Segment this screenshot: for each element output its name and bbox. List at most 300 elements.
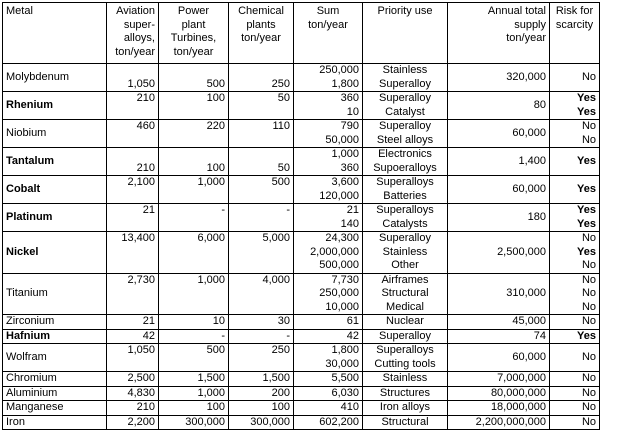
power-cell [159,315,229,330]
sum-cell [294,204,363,232]
metal-name: Iron [6,415,25,428]
supply-cell [448,315,550,330]
header-aviation-line: Aviation [116,5,155,17]
header-priority [363,3,448,64]
power-cell [159,401,229,416]
supply-cell [448,415,550,430]
supply-value: 45,000 [512,315,546,327]
priority-use-value: Supoeralloys [373,161,437,174]
risk-value: Yes [577,245,596,258]
risk-cell [550,204,600,232]
aviation-cell [107,92,159,120]
risk-value: No [581,133,596,146]
metal-name: Rhenium [6,98,54,111]
power-value: 100 [206,92,225,104]
priority-use-value: Batteries [383,189,427,202]
metal-name: Niobium [6,126,47,139]
supply-value: 180 [527,210,546,223]
priority-use-value: Stainless [382,64,428,76]
chemical-value: 100 [271,401,290,413]
priority-use-cell [363,401,448,416]
risk-cell [550,315,600,330]
sum-value: 21 [346,204,359,216]
sum-cell [294,315,363,330]
chemical-cell [229,120,294,148]
table-row [3,273,600,315]
chemical-value: 30 [277,315,290,327]
metal-name: Tantalum [6,154,55,167]
metal-cell [3,64,107,92]
metal-name: Chromium [6,372,57,384]
sum-value: 61 [346,315,359,327]
chemical-cell [229,176,294,204]
metal-cell [3,386,107,401]
supply-cell [448,64,550,92]
table-row [3,148,600,176]
risk-cell [550,415,600,430]
aviation-value: 460 [136,120,155,132]
risk-value: Yes [577,182,596,195]
sum-value: 360 [340,92,359,104]
supply-cell [448,176,550,204]
priority-use-cell [363,273,448,315]
sum-cell [294,415,363,430]
power-value: 100 [206,161,225,174]
risk-value: Yes [577,217,596,230]
table-row [3,315,600,330]
sum-value: 360 [340,161,359,174]
sum-cell [294,401,363,416]
power-value: 1,000 [197,176,225,188]
metal-cell [3,273,107,315]
priority-use-value: Superalloy [379,120,431,132]
priority-use-cell [363,344,448,372]
chemical-cell [229,415,294,430]
power-cell [159,273,229,315]
header-supply [448,3,550,64]
sum-value: 250,000 [319,287,359,299]
supply-value: 60,000 [512,126,546,139]
supply-cell [448,329,550,344]
supply-cell [448,372,550,387]
risk-value: No [581,120,596,132]
power-value: 300,000 [185,415,225,428]
header-row [3,3,600,64]
header-sum-line: Sum [316,5,340,17]
metal-name: Zirconium [6,315,55,327]
header-power-line: ton/year [173,45,214,58]
aviation-value: 2,100 [127,176,155,188]
supply-cell [448,273,550,315]
priority-use-cell [363,92,448,120]
sum-value: 30,000 [325,357,359,370]
sum-value: 1,800 [331,77,359,90]
supply-value: 80,000,000 [490,386,546,399]
priority-use-cell [363,64,448,92]
risk-value: No [581,415,596,428]
priority-use-cell [363,148,448,176]
supply-cell [448,204,550,232]
sum-value: 10 [346,105,359,118]
header-power [159,3,229,64]
chemical-value: 250 [271,344,290,356]
aviation-cell [107,273,159,315]
chemical-value: 250 [271,77,290,90]
priority-use-cell [363,415,448,430]
aviation-cell [107,204,159,232]
aviation-value: 21 [142,315,155,327]
power-value: 6,000 [197,232,225,244]
sum-cell [294,273,363,315]
aviation-value: 13,400 [121,232,155,244]
priority-use-value: Catalyst [385,105,425,118]
risk-cell [550,344,600,372]
supply-value: 60,000 [512,182,546,195]
priority-use-cell [363,329,448,344]
chemical-value: - [286,204,290,216]
power-value: 1,000 [197,386,225,399]
sum-value: 10,000 [325,300,359,313]
table-row [3,64,600,92]
supply-cell [448,344,550,372]
header-aviation-line: alloys, [123,32,155,44]
sum-value: 2,000,000 [310,245,359,258]
priority-use-cell [363,120,448,148]
header-metal-text: Metal [6,5,33,17]
risk-cell [550,176,600,204]
priority-use-cell [363,315,448,330]
priority-use-value: Superalloy [379,92,431,104]
sum-cell [294,386,363,401]
risk-value: Yes [577,329,596,342]
power-cell [159,204,229,232]
power-value: 1,500 [197,372,225,384]
priority-use-value: Catalysts [382,217,428,230]
risk-cell [550,372,600,387]
aviation-value: 21 [142,204,155,216]
metal-cell [3,92,107,120]
priority-use-cell [363,372,448,387]
aviation-value: 1,050 [127,77,155,90]
supply-value: 320,000 [506,70,546,83]
power-cell [159,386,229,401]
power-value: 100 [206,401,225,413]
supply-value: 1,400 [518,154,546,167]
table-row [3,386,600,401]
priority-use-cell [363,232,448,274]
table-row [3,120,600,148]
table-row [3,204,600,232]
metals-scarcity-table [2,2,600,430]
power-cell [159,148,229,176]
aviation-cell [107,176,159,204]
supply-value: 2,500,000 [497,245,546,258]
aviation-value: 210 [136,401,155,413]
aviation-value: 4,830 [127,386,155,399]
header-power-line: plant [181,18,206,31]
sum-cell [294,176,363,204]
header-aviation-line: ton/year [115,45,155,58]
metal-cell [3,415,107,430]
priority-use-value: Superalloys [376,344,434,356]
sum-cell [294,92,363,120]
chemical-cell [229,232,294,274]
priority-use-value: Stainless [382,372,428,384]
priority-use-value: Iron alloys [379,401,431,413]
risk-cell [550,120,600,148]
aviation-cell [107,232,159,274]
chemical-value: 5,000 [262,232,290,244]
chemical-cell [229,372,294,387]
priority-use-value: Superalloy [379,77,431,90]
sum-cell [294,344,363,372]
chemical-value: 200 [271,386,290,399]
header-supply-line: Annual total [487,5,546,17]
risk-value: No [581,350,596,363]
chemical-value: 110 [272,120,290,132]
priority-use-value: Structural [381,415,429,428]
aviation-cell [107,315,159,330]
aviation-value: 1,050 [127,344,155,356]
supply-cell [448,386,550,401]
chemical-value: 500 [271,176,290,188]
risk-value: Yes [577,105,596,118]
header-priority-text: Priority use [377,5,433,17]
power-cell [159,176,229,204]
power-value: 1,000 [197,273,225,286]
sum-cell [294,232,363,274]
aviation-cell [107,120,159,148]
aviation-value: 2,730 [127,273,155,286]
header-supply-line: ton/year [506,32,546,44]
chemical-cell [229,329,294,344]
metal-cell [3,315,107,330]
header-chemical [229,3,294,64]
risk-cell [550,148,600,176]
risk-cell [550,401,600,416]
sum-value: 140 [340,217,359,230]
metal-cell [3,232,107,274]
table-row [3,372,600,387]
power-value: - [221,204,225,216]
table-row [3,176,600,204]
sum-value: 42 [346,329,359,342]
aviation-cell [107,64,159,92]
supply-value: 7,000,000 [497,372,546,384]
sum-value: 5,500 [331,372,359,384]
chemical-value: 50 [277,92,290,104]
sum-value: 7,730 [331,273,359,286]
sum-cell [294,120,363,148]
priority-use-value: Other [391,259,419,271]
priority-use-value: Airframes [381,273,429,286]
metal-name: Aluminium [6,386,58,399]
priority-use-value: Structures [379,386,431,399]
sum-value: 3,600 [331,176,359,188]
supply-cell [448,92,550,120]
risk-value: No [581,70,596,83]
risk-value: No [581,300,596,313]
metal-cell [3,120,107,148]
supply-value: 18,000,000 [490,401,546,413]
sum-cell [294,329,363,344]
sum-value: 790 [340,120,359,132]
supply-cell [448,120,550,148]
table-row [3,344,600,372]
supply-value: 310,000 [506,287,546,299]
power-value: 500 [206,77,225,90]
header-supply-line: supply [514,18,546,31]
metal-name: Hafnium [6,329,50,342]
chemical-cell [229,344,294,372]
supply-cell [448,401,550,416]
priority-use-value: Medical [386,300,424,313]
table-row [3,415,600,430]
risk-value: No [581,315,596,327]
metal-name: Manganese [6,401,64,413]
header-chemical-line: ton/year [241,32,281,44]
header-aviation [107,3,159,64]
metal-cell [3,329,107,344]
risk-cell [550,92,600,120]
header-sum [294,3,363,64]
power-cell [159,344,229,372]
aviation-cell [107,148,159,176]
sum-value: 410 [340,401,359,413]
aviation-value: 42 [142,329,155,342]
priority-use-value: Superalloys [376,176,434,188]
supply-value: 80 [533,98,546,111]
chemical-cell [229,204,294,232]
metal-cell [3,204,107,232]
aviation-cell [107,401,159,416]
aviation-cell [107,386,159,401]
aviation-cell [107,329,159,344]
risk-value: No [581,386,596,399]
metal-name: Titanium [6,287,48,299]
table-row [3,92,600,120]
power-value: 500 [206,344,225,356]
chemical-cell [229,273,294,315]
chemical-value: 1,500 [262,372,290,384]
power-value: 10 [212,315,225,327]
metal-name: Molybdenum [6,70,69,83]
sum-value: 250,000 [319,64,359,76]
risk-cell [550,232,600,274]
sum-value: 6,030 [331,386,359,399]
supply-value: 2,200,000,000 [475,415,546,428]
header-power-line: Turbines, [170,32,217,44]
metal-cell [3,176,107,204]
header-aviation-line: super- [123,18,155,31]
header-risk-line: scarcity [555,18,594,31]
metal-cell [3,344,107,372]
priority-use-value: Structural [381,287,429,299]
metal-cell [3,401,107,416]
power-value: 220 [206,120,225,132]
metal-name: Wolfram [6,350,47,363]
risk-value: No [581,401,596,413]
priority-use-value: Electronics [378,148,432,160]
aviation-value: 210 [136,161,155,174]
risk-cell [550,329,600,344]
risk-value: No [581,273,596,286]
priority-use-value: Superalloy [379,232,431,244]
metal-cell [3,148,107,176]
power-cell [159,64,229,92]
sum-value: 1,800 [331,344,359,356]
power-cell [159,92,229,120]
supply-value: 60,000 [512,350,546,363]
chemical-cell [229,401,294,416]
chemical-cell [229,92,294,120]
sum-value: 602,200 [319,415,359,428]
supply-cell [448,232,550,274]
aviation-cell [107,372,159,387]
header-metal [3,3,107,64]
metal-name: Platinum [6,210,53,223]
risk-value: Yes [577,92,596,104]
priority-use-value: Superalloy [379,329,431,342]
risk-value: Yes [577,154,596,167]
power-cell [159,232,229,274]
header-risk-line: Risk for [555,5,594,17]
priority-use-value: Superalloys [376,204,434,216]
aviation-value: 2,200 [127,415,155,428]
power-value: - [221,329,225,342]
aviation-value: 210 [136,92,155,104]
sum-cell [294,148,363,176]
risk-value: No [581,372,596,384]
aviation-cell [107,344,159,372]
table-row [3,329,600,344]
sum-value: 500,000 [319,259,359,271]
risk-value: No [581,287,596,299]
supply-value: 74 [533,329,546,342]
sum-cell [294,372,363,387]
header-chemical-line: plants [246,18,276,31]
chemical-value: 50 [277,161,290,174]
table-body [3,64,600,430]
header-risk [550,3,600,64]
chemical-value: 4,000 [262,273,290,286]
power-cell [159,120,229,148]
risk-cell [550,273,600,315]
power-cell [159,329,229,344]
risk-cell [550,386,600,401]
metal-name: Nickel [6,245,39,258]
priority-use-cell [363,204,448,232]
risk-value: No [581,259,596,271]
table-row [3,401,600,416]
priority-use-value: Steel alloys [376,133,434,146]
power-cell [159,372,229,387]
table-row [3,232,600,274]
sum-value: 120,000 [319,189,359,202]
priority-use-value: Cutting tools [374,357,436,370]
power-cell [159,415,229,430]
metal-cell [3,372,107,387]
header-power-line: Power [177,5,210,17]
sum-cell [294,64,363,92]
sum-value: 24,300 [325,232,359,244]
priority-use-value: Stainless [382,245,428,258]
risk-cell [550,64,600,92]
sum-value: 1,000 [331,148,359,160]
header-sum-line: ton/year [308,18,348,31]
aviation-value: 2,500 [127,372,155,384]
sum-value: 50,000 [325,133,359,146]
